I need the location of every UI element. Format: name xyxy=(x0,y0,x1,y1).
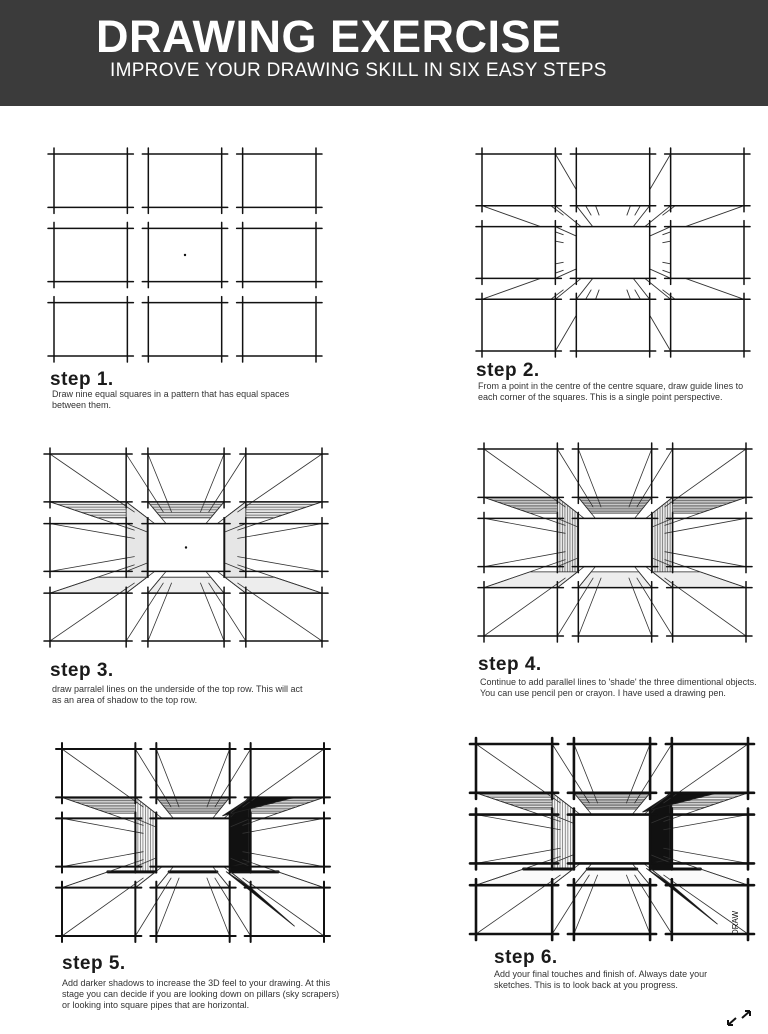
step-3-drawing xyxy=(36,440,336,655)
step-5-drawing xyxy=(48,735,338,950)
step-5-description: Add darker shadows to increase the 3D feel to your drawing. At this stage you can decide if you are looking down on pillars (sky scrapers) or looking into square pipes that are horizontal. xyxy=(62,978,340,1010)
artist-signature: DRAW xyxy=(731,910,740,935)
step-4-heading: step 4. xyxy=(478,654,542,675)
step-4-description: Continue to add parallel lines to 'shade' the three dimentional objects. You can use pencil pen or crayon. I have used a drawing pen. xyxy=(480,677,757,698)
step-2-drawing xyxy=(468,140,758,365)
step-3-description: draw parralel lines on the underside of the top row. This will act as an area of shadow to the top row. xyxy=(52,684,303,705)
page-subtitle: IMPROVE YOUR DRAWING SKILL IN SIX EASY STEPS xyxy=(110,60,607,81)
step-1-description: Draw nine equal squares in a pattern that has equal spaces between them. xyxy=(52,389,290,410)
step-5-heading: step 5. xyxy=(62,953,126,974)
step-1-drawing xyxy=(40,140,330,370)
step-2-heading: step 2. xyxy=(476,360,540,381)
step-6-description: Add your final touches and finish of. Always date your sketches. This is to look back at you progress. xyxy=(494,969,708,990)
step-3-heading: step 3. xyxy=(50,660,114,681)
expand-icon[interactable] xyxy=(724,1007,754,1029)
step-6-drawing xyxy=(462,730,762,948)
step-4-drawing xyxy=(470,435,760,650)
page-title: DRAWING EXERCISE xyxy=(96,11,562,62)
header-banner xyxy=(0,0,768,106)
step-6-heading: step 6. xyxy=(494,947,558,968)
step-2-description: From a point in the centre of the centre square, draw guide lines to each corner of the squares. This is a single point perspective. xyxy=(478,381,744,402)
step-1-heading: step 1. xyxy=(50,369,114,390)
